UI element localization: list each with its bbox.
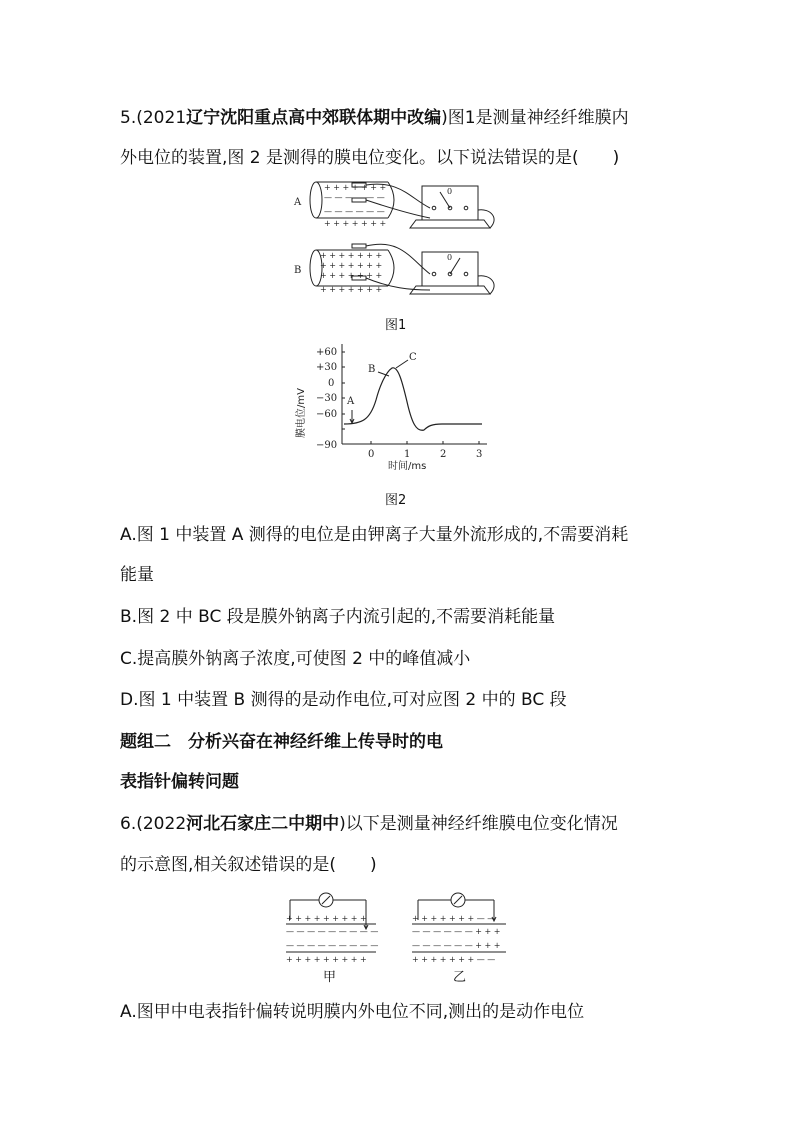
q6-source-close: )	[339, 814, 346, 834]
fig2-ytick-60: +60	[316, 347, 338, 358]
jia-row1: + + + + + + + + +	[286, 914, 367, 923]
q5-stem-line2: 外电位的装置,图 2 是测得的膜电位变化。以下说法错误的是( )	[120, 148, 620, 168]
yi-row2: — — — — — — + + +	[412, 927, 501, 936]
q6-stem-line2: 的示意图,相关叙述错误的是( )	[120, 855, 377, 875]
q6-number: 6.	[120, 814, 137, 834]
q5-option-d: D.图 1 中装置 B 测得的是动作电位,可对应图 2 中的 BC 段	[120, 690, 567, 710]
fig1-a-bottom-charges: + + + + + + +	[324, 219, 387, 228]
fig1-b-top-charges: + + + + + + +	[320, 251, 383, 260]
q5-stem-text1: 图1是测量神经纤维膜内	[447, 108, 629, 128]
fig1-b-inner-charges: + + + + + + +	[320, 261, 383, 270]
group-title-line1: 题组二 分析兴奋在神经纤维上传导时的电	[120, 732, 443, 752]
q5-figure1-apparatus	[290, 178, 505, 306]
q6-option-a: A.图甲中电表指针偏转说明膜内外电位不同,测出的是动作电位	[120, 1002, 585, 1022]
fig2-ytick-0: 0	[328, 378, 335, 389]
yi-row1: + + + + + + + — —	[412, 914, 496, 923]
fig2-label-b: B	[368, 364, 376, 375]
fig1-a-inner-charges: — — — — — —	[324, 193, 385, 202]
q5-option-c: C.提高膜外钠离子浓度,可使图 2 中的峰值减小	[120, 649, 471, 669]
fig2-xtick-0: 0	[368, 449, 375, 460]
fig1-label-b: B	[294, 265, 302, 276]
fig1-b-bottom-charges: + + + + + + +	[320, 285, 383, 294]
fig1-a-top-charges: + + + + + + +	[324, 183, 387, 192]
jia-row3: — — — — — — — — —	[286, 941, 379, 950]
jia-row2: — — — — — — — — —	[286, 927, 379, 936]
fig2-xtick-1: 1	[404, 449, 411, 460]
fig2-ytick-m30: −30	[316, 393, 338, 404]
fig1-a-inner-charges-2: — — — — — —	[324, 207, 385, 216]
q5-source-open: (2021	[136, 108, 187, 128]
yi-row3: — — — — — — + + +	[412, 941, 501, 950]
q5-source-close: )	[441, 108, 448, 128]
q6-source-open: (2022	[136, 814, 187, 834]
q5-stem-line1	[120, 106, 629, 130]
fig2-ytick-m90: −90	[316, 440, 338, 451]
fig2-ytick-30: +30	[316, 362, 338, 373]
q6-figure-jia-caption: 甲	[323, 970, 337, 985]
fig1-meter-a-zero: 0	[447, 187, 453, 196]
fig1-meter-b-zero: 0	[447, 253, 453, 262]
fig2-xlabel: 时间/ms	[388, 461, 427, 472]
group-title-line2: 表指针偏转问题	[120, 772, 239, 792]
yi-row4: + + + + + + + — —	[412, 955, 496, 964]
q6-figure-yi-caption: 乙	[453, 970, 467, 985]
fig1-b-inner-charges-2: + + + + + + +	[320, 271, 383, 280]
fig2-label-a: A	[347, 396, 355, 407]
fig2-xtick-3: 3	[476, 449, 483, 460]
fig2-label-c: C	[409, 352, 417, 363]
q5-figure1-caption: 图1	[385, 318, 407, 333]
q6-stem-text1: 以下是测量神经纤维膜电位变化情况	[345, 814, 618, 834]
q5-option-a: A.图 1 中装置 A 测得的电位是由钾离子大量外流形成的,不需要消耗	[120, 525, 629, 545]
q6-figure-yi	[410, 890, 510, 970]
q5-number: 5.	[120, 108, 137, 128]
q5-option-a-cont: 能量	[120, 565, 154, 585]
fig2-ytick-m60: −60	[316, 409, 338, 420]
q6-figure-jia	[284, 890, 379, 970]
q6-source: 河北石家庄二中期中	[186, 814, 340, 834]
fig2-ylabel: 膜电位/mV	[296, 388, 307, 438]
q5-option-b: B.图 2 中 BC 段是膜外钠离子内流引起的,不需要消耗能量	[120, 607, 556, 627]
fig2-xtick-2: 2	[440, 449, 447, 460]
q6-stem-line1	[120, 812, 618, 836]
jia-row4: + + + + + + + + +	[286, 955, 367, 964]
q5-figure2-graph	[292, 340, 492, 472]
fig1-label-a: A	[294, 197, 302, 208]
q5-figure2-caption: 图2	[385, 493, 407, 508]
q5-source: 辽宁沈阳重点高中郊联体期中改编	[186, 108, 442, 128]
